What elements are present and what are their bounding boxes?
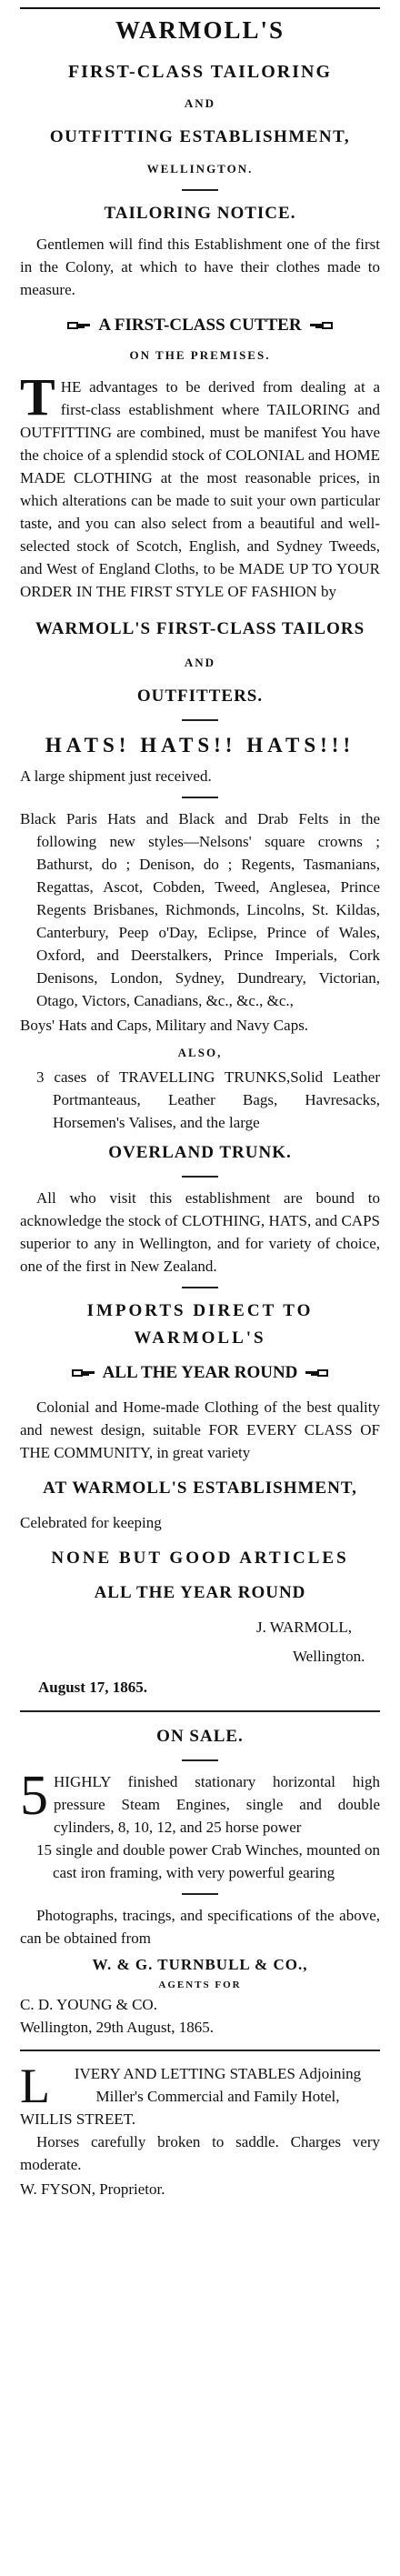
section-divider-2: [20, 2050, 380, 2051]
boys-hats-caps: Boys' Hats and Caps, Military and Navy Caps.: [20, 1017, 309, 1034]
agents-for: AGENTS FOR: [158, 1980, 242, 1990]
livery-text: IVERY AND LETTING STABLES Adjoining Miller's Commercial and Family Hotel,: [74, 2065, 362, 2105]
divider-short-5: [182, 1287, 218, 1288]
shipment-text: A large shipment just received.: [20, 767, 212, 785]
all-year-round-text: ALL THE YEAR ROUND: [102, 1363, 298, 1382]
at-warmolls: AT WARMOLL'S ESTABLISHMENT,: [43, 1478, 357, 1498]
advantages-paragraph: [20, 367, 380, 603]
sale-date: Wellington, 29th August, 1865.: [20, 2019, 215, 2036]
all-year-round-2: ALL THE YEAR ROUND: [94, 1583, 306, 1602]
divider-short-7: [182, 1893, 218, 1895]
imports-direct: IMPORTS DIRECT TO WARMOLL'S: [86, 1301, 314, 1348]
willis-street: WILLIS STREET.: [20, 2110, 136, 2128]
outfitting-establishment-heading: OUTFITTING ESTABLISHMENT,: [49, 127, 351, 146]
all-year-round-line: [20, 1359, 380, 1387]
livery-dropcap: L: [20, 2059, 50, 2113]
tailoring-notice-heading: TAILORING NOTICE.: [104, 204, 296, 223]
none-but-good-articles: NONE BUT GOOD ARTICLES: [51, 1549, 349, 1568]
pointing-hand-left-icon: [309, 319, 333, 332]
divider-short-1: [182, 189, 218, 191]
hats-list: Black Paris Hats and Black and Drab Felts in the following new styles—Nelsons' square crowns ; Bathurst, do ; Denison, do ; Regents, Tasmanians, Regattas, Ascot, Cobden, Tweed, Anglesea, Prince Regents Brisbanes, Richmonds, Lincolns, St. Kildas, Canterbury, Peep o'Day, Eclipse, Prince of Wales, Oxford, and Deerstalkers, Prince Imperials, Cork Denisons, London, Sydney, Dundreary, Victorian, Otago, Victors, Canadians, &c., &c., &c.,: [20, 810, 380, 1009]
outfitters-heading: OUTFITTERS.: [136, 687, 264, 706]
signature-block: [20, 1616, 380, 1699]
trunks-text: 3 cases of TRAVELLING TRUNKS,Solid Leather Portmanteaus, Leather Bags, Havresacks, Horsemen's Valises, and the large: [36, 1068, 380, 1131]
on-the-premises: ON THE PREMISES.: [129, 348, 271, 362]
engines-text: HIGHLY finished stationary horizontal high pressure Steam Engines, single and double cylinders, 8, 10, 12, and 25 horse power: [54, 1773, 380, 1836]
pointing-hand-right-icon-2: [72, 1367, 95, 1379]
tailors-line: WARMOLL'S FIRST-CLASS TAILORS: [35, 619, 365, 638]
section-divider-1: [20, 1710, 380, 1712]
first-class-tailoring-heading: FIRST-CLASS TAILORING: [67, 62, 333, 82]
first-class-cutter-text: A FIRST-CLASS CUTTER: [98, 316, 302, 335]
signature-name: J. WARMOLL,: [256, 1619, 352, 1636]
wellington-location: WELLINGTON.: [146, 162, 254, 175]
winches-text: 15 single and double power Crab Winches, mounted on cast iron framing, with very powerful gearing: [36, 1841, 380, 1881]
divider-short-2: [182, 719, 218, 721]
divider-short-3: [182, 797, 218, 798]
pointing-hand-right-icon: [67, 319, 91, 332]
engines-paragraph: [20, 1765, 380, 1839]
warmolls-title: WARMOLL'S: [20, 7, 380, 45]
visit-text: All who visit this establishment are bound to acknowledge the stock of CLOTHING, HATS, and CAPS superior to any in Wellington, and for variety of choice, one of the first in New Zealand.: [20, 1189, 380, 1275]
photographs-text: Photographs, tracings, and specifications of the above, can be obtained from: [20, 1907, 380, 1947]
tailoring-notice-text: Gentlemen will find this Establishment one of the first in the Colony, at which to have their clothes made to measure.: [20, 236, 380, 298]
advantages-dropcap: T: [20, 367, 55, 426]
first-class-cutter-line: [20, 312, 380, 339]
also-heading: ALSO,: [177, 1046, 223, 1059]
livery-paragraph: [20, 2059, 380, 2113]
pointing-hand-left-icon-2: [305, 1367, 328, 1379]
date-text: August 17, 1865.: [38, 1679, 147, 1696]
celebrated-text: Celebrated for keeping: [20, 1514, 162, 1531]
turnbull-firm: W. & G. TURNBULL & CO.,: [92, 1956, 308, 1973]
hats-heading: HATS! HATS!! HATS!!!: [45, 734, 355, 757]
on-sale-heading: ON SALE.: [156, 1727, 244, 1746]
horses-text: Horses carefully broken to saddle. Charges very moderate.: [20, 2133, 380, 2173]
divider-short-6: [182, 1759, 218, 1761]
divider-short-4: [182, 1176, 218, 1178]
advantages-text: HE advantages to be derived from dealing at a first-class establishment where TAILORING and OUTFITTING are combined, must be manifest You have the choice of a splendid stock of COLONIAL and HOME MADE CLOTHING at the most reasonable prices, in which alterations can be made to suit your own particular taste, and you can also select from a beautiful and well-selected stock of Scotch, English, and Sydney Tweeds, and West of England Cloths, to be MADE UP TO YOUR ORDER IN THE FIRST STYLE OF FASHION by: [20, 378, 380, 600]
agent-name: C. D. YOUNG & CO.: [20, 1996, 157, 2013]
proprietor: W. FYSON, Proprietor.: [20, 2180, 165, 2198]
colonial-text: Colonial and Home-made Clothing of the best quality and newest design, suitable FOR EVERY CLASS OF THE COMMUNITY, in great variety: [20, 1398, 380, 1461]
and-connector-2: AND: [184, 656, 216, 669]
and-connector-1: AND: [184, 96, 216, 110]
overland-trunk: OVERLAND TRUNK.: [108, 1143, 292, 1162]
engines-dropcap: 5: [20, 1765, 48, 1827]
signature-location: Wellington.: [293, 1648, 365, 1665]
